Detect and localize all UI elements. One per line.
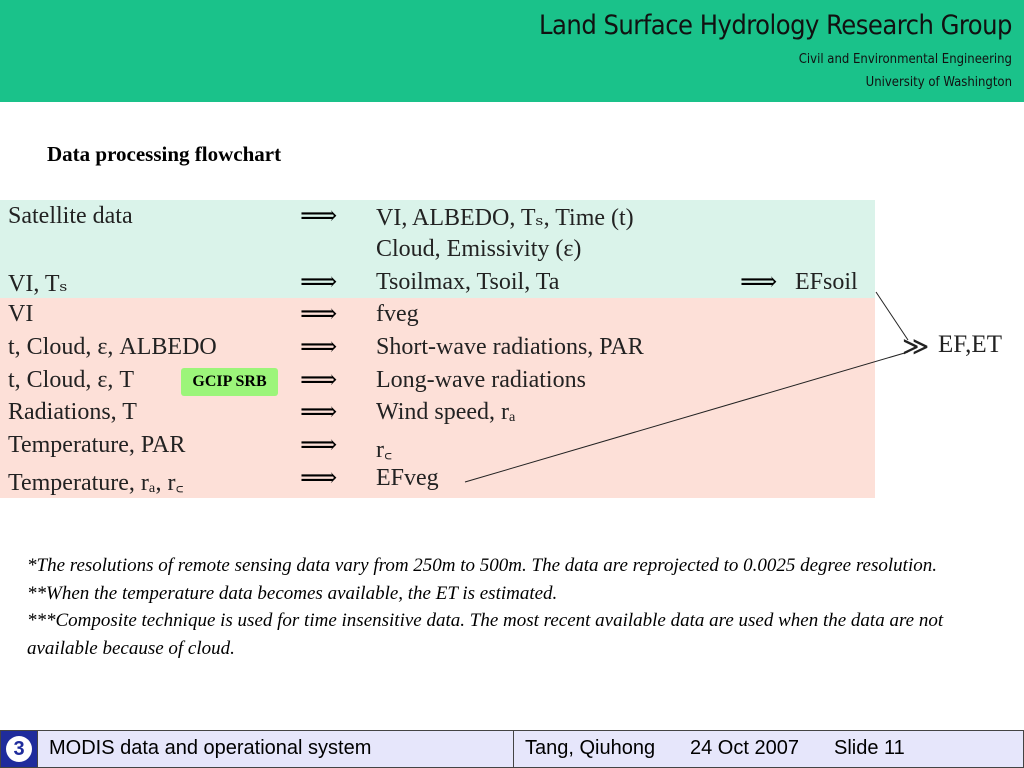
- row-input: Satellite data: [8, 203, 133, 229]
- row-input: Temperature, PAR: [8, 432, 186, 458]
- row-output: Long-wave radiations: [376, 367, 586, 393]
- implies-arrow: ⟹: [300, 332, 338, 361]
- implies-arrow: ⟹: [740, 267, 778, 296]
- implies-arrow: ⟹: [300, 201, 338, 230]
- section-number-badge: [1, 731, 38, 767]
- section-number: 3: [6, 736, 32, 762]
- row-input: t, Cloud, ε, T: [8, 367, 135, 393]
- ef-soil-label: EFsoil: [795, 269, 858, 295]
- result-arrow: ≫: [902, 332, 930, 361]
- ef-veg-connector: [465, 352, 908, 482]
- implies-arrow: ⟹: [300, 365, 338, 394]
- note-composite: ***Composite technique is used for time insensitive data. The most recent available data are used when the data are not available because of cloud.: [27, 610, 944, 659]
- slide-title: Data processing flowchart: [47, 142, 282, 166]
- footer-divider: [513, 731, 514, 767]
- ef-et-result: EF,ET: [938, 331, 1002, 358]
- row-output: r꜀: [376, 437, 393, 463]
- footer-slide-number: Slide 11: [834, 737, 905, 759]
- department-name: Civil and Environmental Engineering: [798, 52, 1012, 67]
- row-input: t, Cloud, ε, ALBEDO: [8, 334, 217, 360]
- row-input: VI, Tₛ: [8, 271, 68, 297]
- row-output: Wind speed, rₐ: [376, 399, 516, 425]
- gcip-srb-badge: GCIP SRB: [181, 368, 278, 396]
- footer-topic: MODIS data and operational system: [49, 737, 372, 759]
- note-temperature: **When the temperature data becomes available, the ET is estimated.: [27, 582, 558, 604]
- group-title: Land Surface Hydrology Research Group: [539, 10, 1012, 41]
- note-resolution: *The resolutions of remote sensing data vary from 250m to 500m. The data are reprojected to 0.0025 degree resolution.: [27, 555, 937, 576]
- university-name: University of Washington: [865, 75, 1012, 90]
- implies-arrow: ⟹: [300, 267, 338, 296]
- implies-arrow: ⟹: [300, 397, 338, 426]
- footer-date: 24 Oct 2007: [690, 737, 799, 759]
- row-output: VI, ALBEDO, Tₛ, Time (t): [376, 205, 634, 231]
- row-input: VI: [8, 301, 34, 327]
- footer-bar: [0, 730, 1024, 768]
- implies-arrow: ⟹: [300, 299, 338, 328]
- row-input: Temperature, rₐ, r꜀: [8, 470, 184, 496]
- row-output: Short-wave radiations, PAR: [376, 334, 644, 360]
- row-output: fveg: [376, 301, 419, 327]
- implies-arrow: ⟹: [300, 463, 338, 492]
- footer-author: Tang, Qiuhong: [525, 737, 656, 759]
- implies-arrow: ⟹: [300, 430, 338, 459]
- footnotes: [27, 552, 1002, 662]
- row-input: Radiations, T: [8, 399, 137, 425]
- row-output: Cloud, Emissivity (ε): [376, 236, 582, 262]
- row-output: Tsoilmax, Tsoil, Ta: [376, 269, 560, 295]
- row-output: EFveg: [376, 465, 439, 491]
